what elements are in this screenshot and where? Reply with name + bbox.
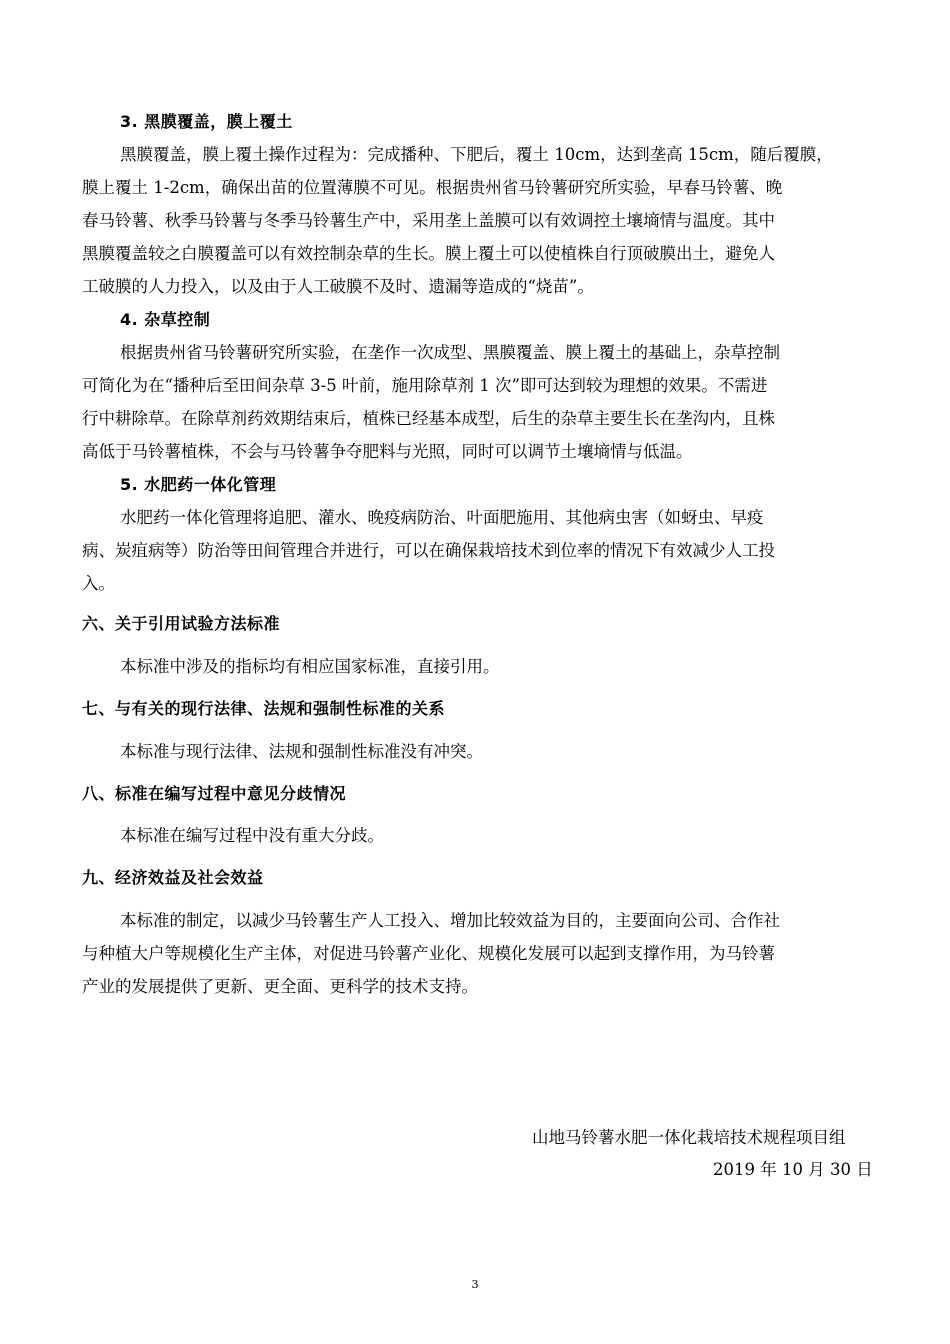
section-heading-7: 七、与有关的现行法律、法规和强制性标准的关系 (82, 699, 446, 718)
section-heading-9: 九、经济效益及社会效益 (82, 868, 264, 887)
section-heading-4: 4. 杂草控制 (120, 310, 211, 329)
paragraph-line: 高低于马铃薯植株，不会与马铃薯争夺肥料与光照，同时可以调节土壤墒情与低温。 (82, 442, 693, 461)
page-number: 3 (471, 1278, 479, 1291)
section-heading-3: 3. 黑膜覆盖，膜上覆土 (120, 112, 293, 131)
signature-org: 山地马铃薯水肥一体化栽培技术规程项目组 (532, 1128, 846, 1147)
signature-date: 2019 年 10 月 30 日 (713, 1160, 873, 1179)
paragraph-line: 与种植大户等规模化生产主体，对促进马铃薯产业化、规模化发展可以起到支撑作用，为马铃薯 (82, 944, 775, 963)
paragraph-line: 病、炭疽病等）防治等田间管理合并进行，可以在确保栽培技术到位率的情况下有效减少人工投 (82, 541, 775, 560)
paragraph-line: 春马铃薯、秋季马铃薯与冬季马铃薯生产中，采用垄上盖膜可以有效调控土壤墒情与温度。其中 (82, 211, 775, 230)
paragraph-line: 入。 (82, 574, 115, 593)
paragraph-line: 可简化为在“播种后至田间杂草 3-5 叶前，施用除草剂 1 次”即可达到较为理想的效果。不需进 (82, 376, 768, 395)
paragraph-line: 根据贵州省马铃薯研究所实验，在垄作一次成型、黑膜覆盖、膜上覆土的基础上，杂草控制 (120, 343, 780, 362)
section-heading-6: 六、关于引用试验方法标准 (82, 614, 281, 633)
paragraph-line: 本标准中涉及的指标均有相应国家标准，直接引用。 (120, 657, 500, 676)
section-heading-5: 5. 水肥药一体化管理 (120, 475, 277, 494)
paragraph-line: 本标准与现行法律、法规和强制性标准没有冲突。 (120, 742, 483, 761)
paragraph-line: 行中耕除草。在除草剂药效期结束后，植株已经基本成型，后生的杂草主要生长在垄沟内，且株 (82, 409, 775, 428)
paragraph-line: 水肥药一体化管理将追肥、灌水、晚疫病防治、叶面肥施用、其他病虫害（如蚜虫、早疫 (120, 508, 764, 527)
paragraph-line: 黑膜覆盖较之白膜覆盖可以有效控制杂草的生长。膜上覆土可以使植株自行顶破膜出土，避免人 (82, 244, 775, 263)
paragraph-line: 工破膜的人力投入，以及由于人工破膜不及时、遗漏等造成的“烧苗”。 (82, 277, 594, 296)
paragraph-line: 本标准的制定，以减少马铃薯生产人工投入、增加比较效益为目的，主要面向公司、合作社 (120, 911, 780, 930)
paragraph-line: 膜上覆土 1-2cm，确保出苗的位置薄膜不可见。根据贵州省马铃薯研究所实验，早春马铃薯、晚 (82, 178, 783, 197)
paragraph-line: 本标准在编写过程中没有重大分歧。 (120, 826, 384, 845)
paragraph-line: 产业的发展提供了更新、更全面、更科学的技术支持。 (82, 977, 478, 996)
paragraph-line: 黑膜覆盖，膜上覆土操作过程为：完成播种、下肥后，覆土 10cm，达到垄高 15cm，随后覆膜， (120, 145, 833, 164)
section-heading-8: 八、标准在编写过程中意见分歧情况 (82, 784, 347, 803)
